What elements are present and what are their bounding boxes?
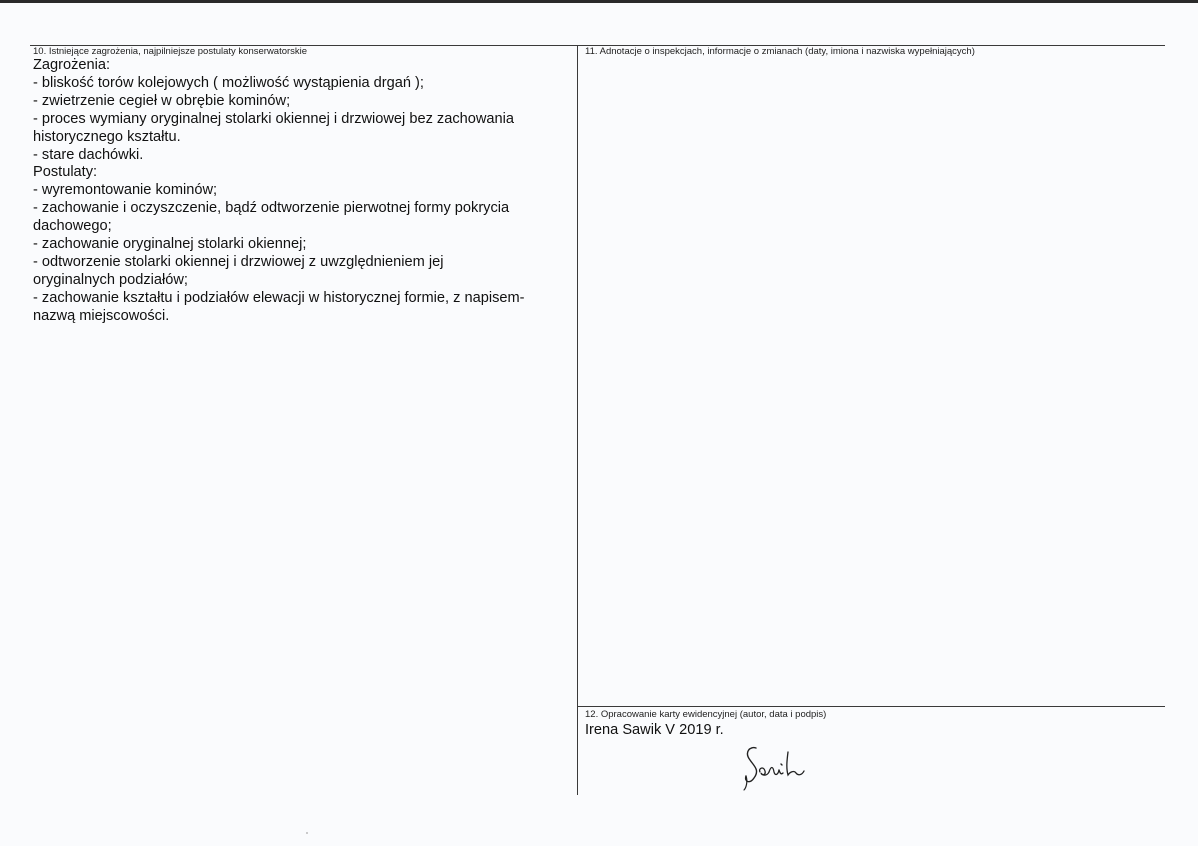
section10-line: - wyremontowanie kominów; — [33, 182, 218, 199]
section11-heading: 11. Adnotacje o inspekcjach, informacje o zmianach (daty, imiona i nazwiska wypełniających) — [585, 46, 975, 57]
section10-body — [33, 57, 525, 326]
section12-rule — [577, 706, 1165, 707]
scan-top-edge — [0, 0, 1198, 3]
section10-line: nazwą miejscowości. — [33, 307, 170, 324]
column-divider — [577, 45, 578, 795]
section10-line: - stare dachówki. — [33, 146, 144, 163]
section10-line: Zagrożenia: — [33, 57, 111, 73]
scan-speck — [306, 832, 308, 834]
section10-line: oryginalnych podziałów; — [33, 271, 188, 288]
section10-line: - zachowanie kształtu i podziałów elewacji w historycznej formie, z napisem- — [33, 289, 525, 306]
section12-author: Irena Sawik V 2019 r. — [585, 722, 724, 738]
section10-heading: 10. Istniejące zagrożenia, najpilniejsze postulaty konserwatorskie — [33, 46, 308, 57]
handwritten-signature — [738, 742, 814, 792]
section10-line: - proces wymiany oryginalnej stolarki okiennej i drzwiowej bez zachowania — [33, 110, 515, 127]
section10-line: - odtworzenie stolarki okiennej i drzwiowej z uwzględnieniem jej — [33, 253, 444, 270]
section10-line: Postulaty: — [33, 164, 98, 181]
section10-line: dachowego; — [33, 218, 112, 235]
section10-line: historycznego kształtu. — [33, 128, 181, 145]
section12-heading: 12. Opracowanie karty ewidencyjnej (autor, data i podpis) — [585, 709, 827, 720]
section10-line: - zachowanie oryginalnej stolarki okiennej; — [33, 236, 307, 253]
section10-line: - zachowanie i oczyszczenie, bądź odtworzenie pierwotnej formy pokrycia — [33, 200, 510, 217]
section10-line: - zwietrzenie cegieł w obrębie kominów; — [33, 92, 291, 109]
section10-line: - bliskość torów kolejowych ( możliwość wystąpienia drgań ); — [33, 74, 424, 91]
